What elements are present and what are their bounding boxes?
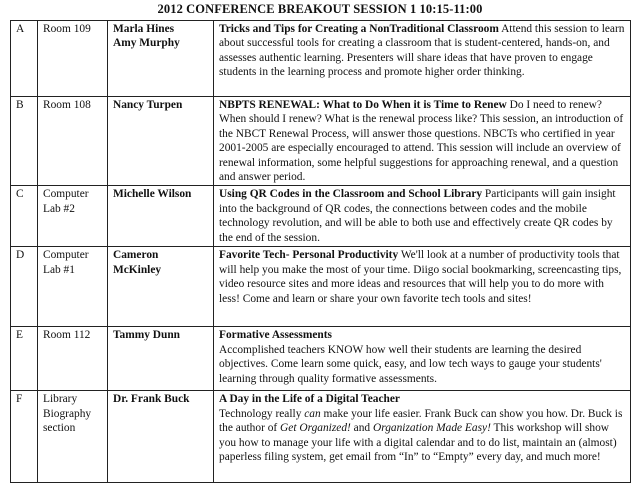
session-description [219,408,622,463]
book-title: Get Organized! [280,422,351,435]
session-row [11,391,631,483]
session-room: Library Biography section [38,391,108,483]
session-room: Computer Lab #2 [38,186,108,247]
session-letter: A [11,21,38,97]
session-presenters [108,391,214,483]
session-description-cell [214,97,631,186]
session-letter: E [11,327,38,391]
session-room: Room 112 [38,327,108,391]
session-letter: F [11,391,38,483]
sessions-table [10,20,631,483]
session-row [11,21,631,97]
presenter-name: Marla Hines [113,23,175,35]
session-letter: C [11,186,38,247]
session-description-cell [214,186,631,247]
session-room: Room 109 [38,21,108,97]
page-title: 2012 CONFERENCE BREAKOUT SESSION 1 10:15-11:00 [157,2,483,16]
session-description-cell [214,391,631,483]
description-text: make your life easier. Frank Buck can show you how. Dr. Buck is the author of [219,407,623,435]
session-title: Favorite Tech- Personal Productivity [219,249,399,262]
session-letter: B [11,97,38,186]
emphasis-text: can [304,407,321,420]
session-row [11,327,631,391]
session-title: Using QR Codes in the Classroom and School Library [219,188,483,201]
session-row [11,247,631,327]
session-description: Participants will gain insight into the background of QR codes, the connections between codes and the mobile technology revolution, and will be able to both use and effectively create QR codes by the end of the session. [219,188,616,244]
presenter-name: Amy Murphy [113,37,180,50]
session-room: Computer Lab #1 [38,247,108,327]
book-title: Organization Made Easy! [372,422,491,435]
session-description: Attend this session to learn about successful tools for creating a classroom that is student-centered, hands-on, and assesses authentic learning. Presenters will share ideas that have proven to engage students in the learning process and promote higher order thinking. [219,23,625,79]
description-text: Technology really [219,407,305,420]
presenter-name: Nancy Turpen [113,99,183,111]
session-presenters [108,21,214,97]
session-row [11,186,631,247]
session-title: Tricks and Tips for Creating a NonTraditional Classroom [219,23,499,35]
session-title: A Day in the Life of a Digital Teacher [219,393,400,406]
session-description: We'll look at a number of productivity tools that will help you make the most of your time. Diigo social bookmarking, screencasting tips, video resource sites and more ideas and resources that will help you to do more with less! Come and learn or share your own favorite tech tools and sites! [219,249,622,305]
session-description-cell [214,21,631,97]
session-title: Formative Assessments [219,329,332,342]
description-text: This workshop will show you how to manage your life with a digital calendar and to do list, maintain an (almost) paperless filing system, get email from “In” to “Empty” every day, and much more! [219,422,617,464]
session-presenters [108,97,214,186]
session-description-cell [214,327,631,391]
session-description-cell [214,247,631,327]
session-title: NBPTS RENEWAL: What to Do When it is Time to Renew [219,99,507,111]
session-letter: D [11,247,38,327]
session-row [11,97,631,186]
session-presenters [108,186,214,247]
session-description: Accomplished teachers KNOW how well their students are learning the desired objectives. Come learn some quick, easy, and low tech ways to gauge your students' learning through quality formative assessments. [219,343,602,385]
presenter-name: McKinley [113,263,162,276]
presenter-name: Tammy Dunn [113,329,180,342]
session-description: Do I need to renew? When should I renew? What is the renewal process like? This session, an introduction of the NBCT Renewal Process, will answer those questions. NBCTs who certified in year 2001-2005 are especially encouraged to attend. This session will include an overview of renewal information, some helpful suggestions for approaching renewal, and a question and answer period. [219,99,624,184]
presenter-name: Michelle Wilson [113,188,192,201]
session-presenters [108,327,214,391]
presenter-name: Dr. Frank Buck [113,393,190,406]
session-presenters [108,247,214,327]
presenter-name: Cameron [113,249,159,262]
session-room: Room 108 [38,97,108,186]
description-text: and [350,422,373,435]
